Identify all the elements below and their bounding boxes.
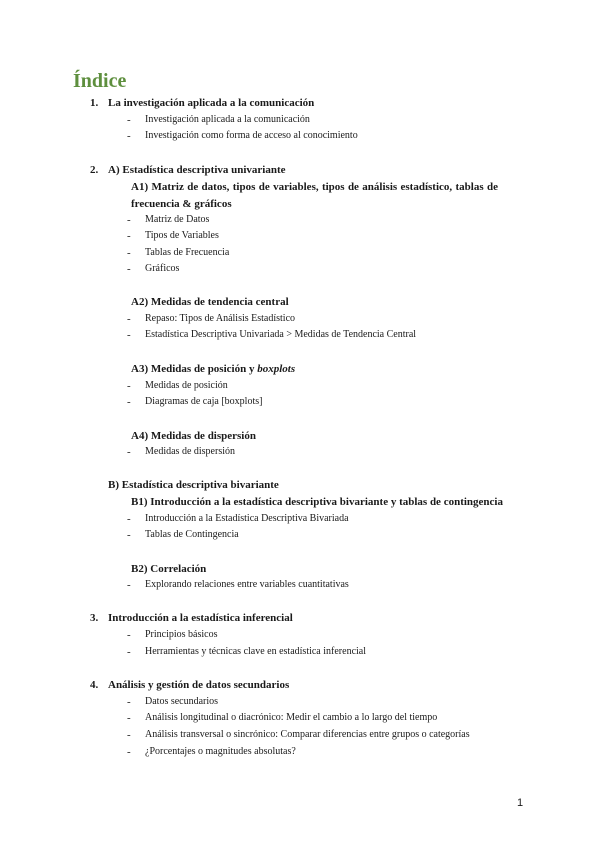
bullet-dash: - [127,696,131,708]
list-item: Tipos de Variables [145,230,219,241]
bullet-dash: - [127,513,131,525]
list-item: Explorando relaciones entre variables cuantitativas [145,579,349,590]
bullet-dash: - [127,446,131,458]
bullet-dash: - [127,329,131,341]
bullet-dash: - [127,646,131,658]
list-item: Repaso: Tipos de Análisis Estadístico [145,313,296,324]
subsection-a4-heading: A4) Medidas de dispersión [131,430,256,442]
list-item: Diagramas de caja [boxplots] [145,396,263,407]
bullet-dash: - [127,729,131,741]
list-item: Investigación como forma de acceso al conocimiento [145,130,358,141]
section-4-heading: 4. Análisis y gestión de datos secundarios [90,679,290,691]
bullet-dash: - [127,263,131,275]
page-title: Índice [73,70,127,92]
bullet-dash: - [127,579,131,591]
subsection-a2-heading: A2) Medidas de tendencia central [131,296,289,308]
list-item: Datos secundarios [145,696,219,707]
bullet-dash: - [127,214,131,226]
subsection-b1-heading: B1) Introducción a la estadística descriptiva bivariante y tablas de contingencia [131,496,503,508]
subsection-b-heading: B) Estadística descriptiva bivariante [108,479,279,491]
subsection-b2-heading: B2) Correlación [131,563,207,575]
list-item: Tablas de Contingencia [145,529,239,540]
bullet-dash: - [127,746,131,758]
bullet-dash: - [127,396,131,408]
bullet-dash: - [127,130,131,142]
subsection-a3-heading: A3) Medidas de posición y boxplots [131,363,296,375]
list-item: Medidas de posición [145,380,228,391]
list-item: Principios básicos [145,629,218,640]
list-item: Tablas de Frecuencia [145,247,230,258]
list-item: Introducción a la Estadística Descriptiva Bivariada [145,513,349,524]
bullet-dash: - [127,313,131,325]
list-item: Gráficos [145,263,180,274]
list-item: Análisis longitudinal o diacrónico: Medir el cambio a lo largo del tiempo [145,712,438,723]
section-1-heading: 1. La investigación aplicada a la comunicación [90,97,315,109]
list-item: Investigación aplicada a la comunicación [145,114,310,125]
bullet-dash: - [127,712,131,724]
bullet-dash: - [127,247,131,259]
list-item: Estadística Descriptiva Univariada > Medidas de Tendencia Central [145,329,417,340]
bullet-dash: - [127,380,131,392]
list-item: Análisis transversal o sincrónico: Comparar diferencias entre grupos o categorías [145,729,470,740]
list-item: Matriz de Datos [145,214,210,225]
bullet-dash: - [127,529,131,541]
section-3-heading: 3. Introducción a la estadística inferencial [90,612,293,624]
section-2-heading: 2. A) Estadística descriptiva univariante [90,164,286,176]
list-item: Herramientas y técnicas clave en estadística inferencial [145,646,366,657]
bullet-dash: - [127,629,131,641]
bullet-dash: - [127,114,131,126]
subsection-a1-heading: A1) Matriz de datos, tipos de variables, tipos de análisis estadístico, tablas de frecuencia & gráficos [131,181,498,210]
list-item: Medidas de dispersión [145,446,235,457]
list-item: ¿Porcentajes o magnitudes absolutas? [145,746,296,757]
bullet-dash: - [127,230,131,242]
page-number: 1 [517,797,524,809]
